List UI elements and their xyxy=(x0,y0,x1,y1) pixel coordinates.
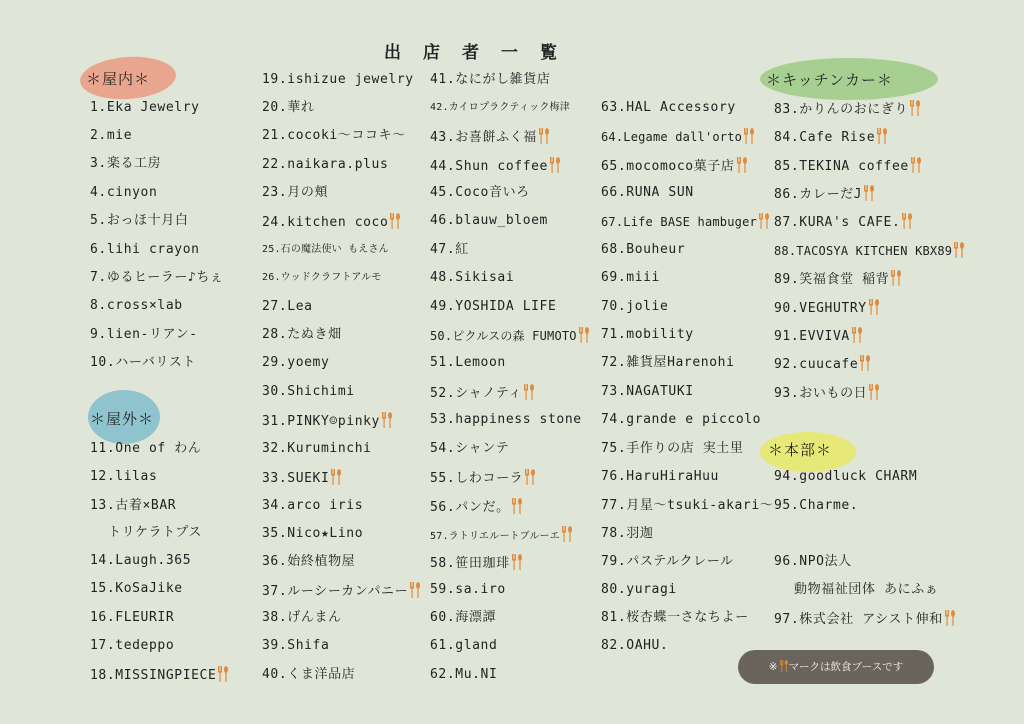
vendor-name: 37.ルーシーカンパニー xyxy=(262,584,409,599)
vendor-name: 8.cross×lab xyxy=(90,298,183,313)
vendor-name: 44.Shun coffee xyxy=(430,159,548,174)
vendor-name: 21.cocoki～ココキ～ xyxy=(262,128,406,143)
vendor-list-item xyxy=(430,100,570,116)
vendor-name: 93.おいもの日 xyxy=(774,386,868,401)
vendor-list-item xyxy=(430,582,506,598)
vendor-name: 61.gland xyxy=(430,638,498,653)
fork-spoon-icon xyxy=(779,660,789,672)
vendor-name: 60.海漂譚 xyxy=(430,610,497,625)
note-text: マークは飲食ブースです xyxy=(788,661,904,673)
vendor-name: 51.Lemoon xyxy=(430,355,506,370)
vendor-name: 55.しわコーラ xyxy=(430,471,524,486)
vendor-name: 15.KoSaJike xyxy=(90,581,183,596)
vendor-name: 26.ウッドクラフトアルモ xyxy=(262,272,382,283)
vendor-list-item xyxy=(430,441,509,457)
vendor-list-item xyxy=(90,128,132,144)
vendor-list-item xyxy=(774,299,880,317)
vendor-name: 63.HAL Accessory xyxy=(601,100,736,115)
fork-spoon-icon xyxy=(389,213,401,229)
vendor-list-item xyxy=(601,299,668,315)
vendor-name: 87.KURA's CAFE. xyxy=(774,215,901,230)
vendor-list-item xyxy=(108,525,202,541)
vendor-list-item xyxy=(90,355,196,371)
vendor-list-item xyxy=(90,498,176,514)
vendor-name: 4.cinyon xyxy=(90,185,158,200)
vendor-name: 65.mocomoco菓子店 xyxy=(601,159,735,174)
vendor-name: 23.月の頬 xyxy=(262,185,329,200)
vendor-list-item xyxy=(774,128,888,146)
vendor-name: 39.Shifa xyxy=(262,638,330,653)
vendor-list-item xyxy=(601,270,660,286)
vendor-list-item xyxy=(90,270,224,286)
vendor-list-item xyxy=(794,582,938,598)
vendor-name: 30.Shichimi xyxy=(262,384,355,399)
vendor-list-item xyxy=(601,610,749,626)
vendor-name: 84.Cafe Rise xyxy=(774,130,876,145)
vendor-list-item xyxy=(430,469,536,487)
vendor-list-item xyxy=(262,327,342,343)
vendor-list-item xyxy=(262,412,393,430)
vendor-list-item xyxy=(262,610,342,626)
fork-spoon-icon xyxy=(578,327,590,343)
vendor-list-item xyxy=(601,526,653,542)
vendor-list-item xyxy=(430,498,523,516)
vendor-list-item xyxy=(90,298,183,314)
vendor-name: 41.なにがし雑貨店 xyxy=(430,72,551,87)
vendor-name: 67.Life BASE hambuger xyxy=(601,215,757,229)
vendor-name: 79.パステルクレール xyxy=(601,554,734,569)
vendor-name: 68.Bouheur xyxy=(601,242,686,257)
vendor-name: 97.株式会社 アシスト伸和 xyxy=(774,612,943,627)
vendor-list-item xyxy=(262,128,406,144)
vendor-name: 13.古着×BAR xyxy=(90,498,177,513)
vendor-name: 88.TACOSYA KITCHEN KBX89 xyxy=(774,244,953,258)
fork-spoon-icon xyxy=(910,157,922,173)
vendor-list-item xyxy=(601,638,668,654)
vendor-name: 33.SUEKI xyxy=(262,471,330,486)
vendor-name: 25.石の魔法使い もえさん xyxy=(262,244,389,255)
vendor-name: 22.naikara.plus xyxy=(262,157,389,172)
vendor-name: 20.華れ xyxy=(262,100,315,115)
vendor-list-item xyxy=(262,469,342,487)
vendor-name: 96.NPO法人 xyxy=(774,554,852,569)
vendor-list-item xyxy=(774,498,858,514)
vendor-list-item xyxy=(430,213,548,229)
vendor-list-item xyxy=(774,100,921,118)
vendor-name: 32.Kuruminchi xyxy=(262,441,372,456)
vendor-name: 52.シャノティ xyxy=(430,386,522,401)
vendor-name: 40.くま洋品店 xyxy=(262,667,356,682)
vendor-name: 86.カレーだJ xyxy=(774,187,863,202)
vendor-list-item xyxy=(601,157,748,175)
vendor-name: 70.jolie xyxy=(601,299,669,314)
fork-spoon-icon xyxy=(523,384,535,400)
section-label-kitchen-car: ＊キッチンカー＊ xyxy=(766,71,893,89)
vendor-name: 95.Charme. xyxy=(774,498,859,513)
fork-spoon-icon xyxy=(538,128,550,144)
vendor-name: 31.PINKY☺pinky xyxy=(262,414,380,429)
vendor-name: 10.ハーバリスト xyxy=(90,355,196,370)
vendor-list-item xyxy=(90,666,229,684)
vendor-name: 45.Coco音いろ xyxy=(430,185,530,200)
vendor-list-item xyxy=(601,185,694,201)
fork-spoon-icon xyxy=(549,157,561,173)
vendor-list-item xyxy=(262,441,372,457)
vendor-name: 36.始終植物屋 xyxy=(262,554,356,569)
vendor-name: 91.EVVIVA xyxy=(774,329,850,344)
vendor-name: 24.kitchen coco xyxy=(262,215,389,230)
vendor-list-item xyxy=(262,526,363,542)
vendor-list-item xyxy=(262,185,328,201)
vendor-name: 16.FLEURIR xyxy=(90,610,175,625)
vendor-list-item xyxy=(430,667,497,683)
vendor-name: 58.笹田珈琲 xyxy=(430,556,510,571)
vendor-name: 74.grande e piccolo xyxy=(601,412,762,427)
vendor-list-item xyxy=(601,498,773,514)
vendor-name: 38.げんまん xyxy=(262,610,342,625)
vendor-name: 57.ラトリエルートブルーエ xyxy=(430,531,560,542)
fork-spoon-icon xyxy=(859,355,871,371)
vendor-list-item xyxy=(90,185,157,201)
fork-spoon-icon xyxy=(876,128,888,144)
vendor-name: 85.TEKINA coffee xyxy=(774,159,909,174)
vendor-list-item xyxy=(90,610,174,626)
section-label-outdoor: ＊屋外＊ xyxy=(90,410,155,428)
vendor-list-item xyxy=(774,554,852,570)
vendor-name: 64.Legame dall'orto xyxy=(601,130,743,144)
vendor-list-item xyxy=(90,638,174,654)
vendor-name: 53.happiness stone xyxy=(430,412,582,427)
vendor-list-item xyxy=(262,270,382,286)
vendor-name: 6.lihi crayon xyxy=(90,242,200,257)
vendor-name: 11.One of わん xyxy=(90,441,202,456)
vendor-name: 34.arco iris xyxy=(262,498,364,513)
vendor-name: 59.sa.iro xyxy=(430,582,506,597)
vendor-list-item xyxy=(262,554,355,570)
vendor-name: 69.miii xyxy=(601,270,660,285)
vendor-list-item xyxy=(601,128,755,145)
vendor-name: 29.yoemy xyxy=(262,355,330,370)
fork-spoon-icon xyxy=(524,469,536,485)
vendor-name: 27.Lea xyxy=(262,299,313,314)
vendor-name: 73.NAGATUKI xyxy=(601,384,694,399)
vendor-list-item xyxy=(430,270,514,286)
food-booth-note xyxy=(738,650,934,684)
fork-spoon-icon xyxy=(743,128,755,144)
vendor-list-item xyxy=(601,384,694,400)
vendor-name: 動物福祉団体 あにふぁ xyxy=(794,582,939,597)
vendor-name: 1.Eka Jewelry xyxy=(90,100,200,115)
vendor-list-item xyxy=(774,469,917,485)
vendor-list-item xyxy=(601,412,761,428)
vendor-name: 3.楽る工房 xyxy=(90,156,162,171)
vendor-name: 56.パンだ。 xyxy=(430,500,510,515)
vendor-list-item xyxy=(601,100,736,116)
vendor-list-item xyxy=(430,412,582,428)
vendor-name: 92.cuucafe xyxy=(774,357,859,372)
vendor-list-item xyxy=(430,638,497,654)
vendor-list-item xyxy=(601,582,677,598)
fork-spoon-icon xyxy=(561,526,573,542)
vendor-name: 75.手作りの店 実土里 xyxy=(601,441,744,456)
vendor-name: 81.桜杏蝶一さなちよー xyxy=(601,610,749,625)
vendor-list-item xyxy=(430,384,535,402)
vendor-list-item xyxy=(430,299,556,315)
page-title: 出店者一覧 xyxy=(384,43,579,63)
vendor-list-item xyxy=(90,156,161,172)
vendor-list-item xyxy=(774,270,902,288)
vendor-name: 42.カイロプラクティック梅津 xyxy=(430,102,570,113)
vendor-list-item xyxy=(262,299,313,315)
vendor-list-item xyxy=(430,72,550,88)
vendor-list-item xyxy=(601,554,734,570)
vendor-list-item xyxy=(601,213,770,230)
vendor-list-item xyxy=(262,213,401,231)
vendor-name: 66.RUNA SUN xyxy=(601,185,694,200)
vendor-list-item xyxy=(601,469,719,485)
vendor-list-item xyxy=(774,384,880,402)
vendor-name: 90.VEGHUTRY xyxy=(774,301,867,316)
fork-spoon-icon xyxy=(863,185,875,201)
vendor-name: 78.羽迦 xyxy=(601,526,654,541)
vendor-name: 18.MISSINGPIECE xyxy=(90,668,217,683)
vendor-name: 14.Laugh.365 xyxy=(90,553,192,568)
vendor-name: 43.お喜餅ふく福 xyxy=(430,130,537,145)
vendor-name: 35.Nico★Lino xyxy=(262,526,364,541)
vendor-list-item xyxy=(262,355,329,371)
fork-spoon-icon xyxy=(890,270,902,286)
vendor-name: 76.HaruHiraHuu xyxy=(601,469,719,484)
vendor-name: 94.goodluck CHARM xyxy=(774,469,918,484)
vendor-name: 12.lilas xyxy=(90,469,158,484)
fork-spoon-icon xyxy=(868,299,880,315)
vendor-list-item xyxy=(774,213,913,231)
vendor-name: 46.blauw_bloem xyxy=(430,213,548,228)
vendor-name: 62.Mu.NI xyxy=(430,667,498,682)
vendor-list-item xyxy=(601,327,694,343)
vendor-name: 5.おっほ十月白 xyxy=(90,213,189,228)
vendor-list-item xyxy=(601,242,685,258)
fork-spoon-icon xyxy=(511,498,523,514)
fork-spoon-icon xyxy=(868,384,880,400)
vendor-name: 2.mie xyxy=(90,128,133,143)
vendor-list-item xyxy=(430,185,530,201)
vendor-list-item xyxy=(262,242,389,258)
vendor-list-item xyxy=(90,327,198,343)
vendor-list-item xyxy=(601,355,735,371)
fork-spoon-icon xyxy=(758,213,770,229)
vendor-list-item xyxy=(430,242,469,258)
vendor-list-item xyxy=(262,72,414,88)
vendor-list-item xyxy=(430,610,496,626)
vendor-list-item xyxy=(774,157,922,175)
fork-spoon-icon xyxy=(909,100,921,116)
vendor-list-item xyxy=(262,384,355,400)
vendor-list-item xyxy=(430,128,550,146)
vendor-list-item xyxy=(430,554,523,572)
vendor-list-item xyxy=(262,667,355,683)
vendor-list-item xyxy=(774,355,871,373)
vendor-name: 80.yuragi xyxy=(601,582,677,597)
fork-spoon-icon xyxy=(511,554,523,570)
vendor-list-item xyxy=(90,213,188,229)
fork-spoon-icon xyxy=(851,327,863,343)
vendor-name: 50.ピクルスの森 FUMOTO xyxy=(430,329,577,343)
vendor-name: 83.かりんのおにぎり xyxy=(774,102,909,117)
vendor-name: 48.Sikisai xyxy=(430,270,515,285)
vendor-name: 9.lien-リアン- xyxy=(90,327,198,342)
vendor-list-item xyxy=(90,581,183,597)
vendor-name: 71.mobility xyxy=(601,327,694,342)
vendor-list-item xyxy=(430,526,573,545)
vendor-list-item xyxy=(90,553,191,569)
vendor-list-item xyxy=(90,242,200,258)
vendor-list-item xyxy=(430,327,590,344)
vendor-name: 72.雑貨屋Harenohi xyxy=(601,355,735,370)
vendor-list-item xyxy=(774,610,956,628)
section-label-indoor: ＊屋内＊ xyxy=(86,70,151,88)
vendor-name: 17.tedeppo xyxy=(90,638,175,653)
vendor-name: 82.OAHU. xyxy=(601,638,669,653)
vendor-name: 7.ゆるヒーラー♪ちぇ xyxy=(90,270,224,285)
fork-spoon-icon xyxy=(953,242,965,258)
vendor-list-item xyxy=(262,100,314,116)
vendor-name: 89.笑福食堂 稲背 xyxy=(774,272,890,287)
vendor-list-item xyxy=(262,582,421,600)
vendor-list-item xyxy=(430,157,561,175)
vendor-name: 49.YOSHIDA LIFE xyxy=(430,299,557,314)
fork-spoon-icon xyxy=(736,157,748,173)
vendor-list-item xyxy=(90,469,157,485)
vendor-list-item xyxy=(262,498,363,514)
fork-spoon-icon xyxy=(381,412,393,428)
vendor-name: 54.シャンテ xyxy=(430,441,510,456)
vendor-list-item xyxy=(774,242,965,259)
vendor-list-item xyxy=(774,185,875,203)
vendor-name: 19.ishizue jewelry xyxy=(262,72,414,87)
vendor-list-item xyxy=(262,638,329,654)
fork-spoon-icon xyxy=(944,610,956,626)
vendor-list-item xyxy=(262,157,388,173)
vendor-name: 77.月星～tsuki-akari～ xyxy=(601,498,774,513)
vendor-name: 47.紅 xyxy=(430,242,469,257)
vendor-list-item xyxy=(774,327,863,345)
fork-spoon-icon xyxy=(409,582,421,598)
vendor-name: 28.たぬき畑 xyxy=(262,327,342,342)
fork-spoon-icon xyxy=(217,666,229,682)
vendor-list-item xyxy=(601,441,744,457)
vendor-list-item xyxy=(430,355,506,371)
note-prefix: ※ xyxy=(768,661,778,673)
vendor-list-item xyxy=(90,100,200,116)
fork-spoon-icon xyxy=(901,213,913,229)
vendor-name: トリケラトプス xyxy=(108,525,203,540)
vendor-list-item xyxy=(90,441,201,457)
section-label-headquarters: ＊本部＊ xyxy=(768,441,833,459)
fork-spoon-icon xyxy=(330,469,342,485)
